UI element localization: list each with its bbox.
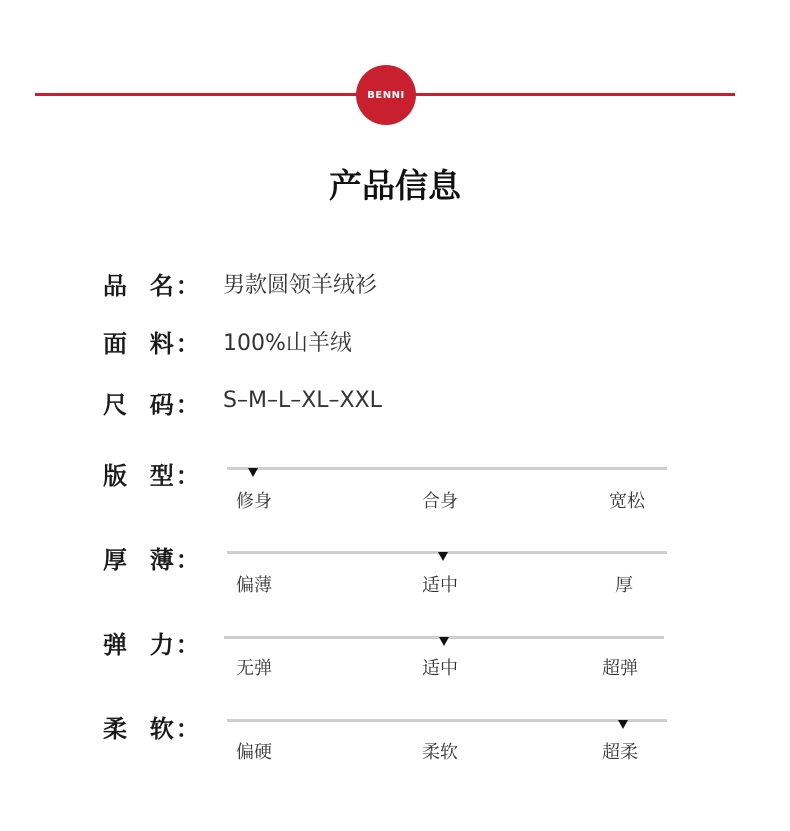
scale-option-softness-mid: 柔软 — [422, 742, 458, 763]
scale-track-fit — [227, 467, 667, 470]
page-title: 产品信息 — [329, 166, 461, 205]
brand-logo-text: BENNI — [367, 89, 405, 101]
scale-marker-thickness — [438, 552, 448, 561]
scale-option-elasticity-high: 超弹 — [602, 658, 638, 679]
brand-logo — [356, 65, 416, 125]
scale-option-softness-high: 超柔 — [602, 742, 638, 763]
scale-option-softness-low: 偏硬 — [236, 742, 272, 763]
info-label-material: 面 料： — [103, 330, 202, 358]
info-value-size: S–M–L–XL–XXL — [223, 388, 382, 413]
scale-label-elasticity: 弹 力： — [103, 631, 202, 659]
scale-option-elasticity-low: 无弹 — [236, 658, 272, 679]
scale-option-elasticity-mid: 适中 — [422, 658, 458, 679]
scale-label-fit: 版 型： — [103, 462, 202, 490]
info-label-size: 尺 码： — [103, 391, 202, 419]
scale-option-fit-mid: 合身 — [422, 491, 458, 512]
scale-option-thickness-mid: 适中 — [422, 575, 458, 596]
scale-label-thickness: 厚 薄： — [103, 546, 202, 574]
info-label-name: 品 名： — [103, 272, 202, 300]
scale-track-softness — [227, 719, 667, 722]
info-value-name: 男款圆领羊绒衫 — [223, 273, 378, 298]
scale-label-softness: 柔 软： — [103, 715, 202, 743]
scale-marker-fit — [248, 468, 258, 477]
scale-option-thickness-high: 厚 — [615, 575, 633, 596]
scale-option-thickness-low: 偏薄 — [236, 575, 272, 596]
info-value-material: 100%山羊绒 — [223, 331, 352, 356]
scale-marker-softness — [618, 720, 628, 729]
scale-option-fit-low: 修身 — [236, 491, 272, 512]
scale-option-fit-high: 宽松 — [609, 491, 645, 512]
scale-marker-elasticity — [439, 637, 449, 646]
